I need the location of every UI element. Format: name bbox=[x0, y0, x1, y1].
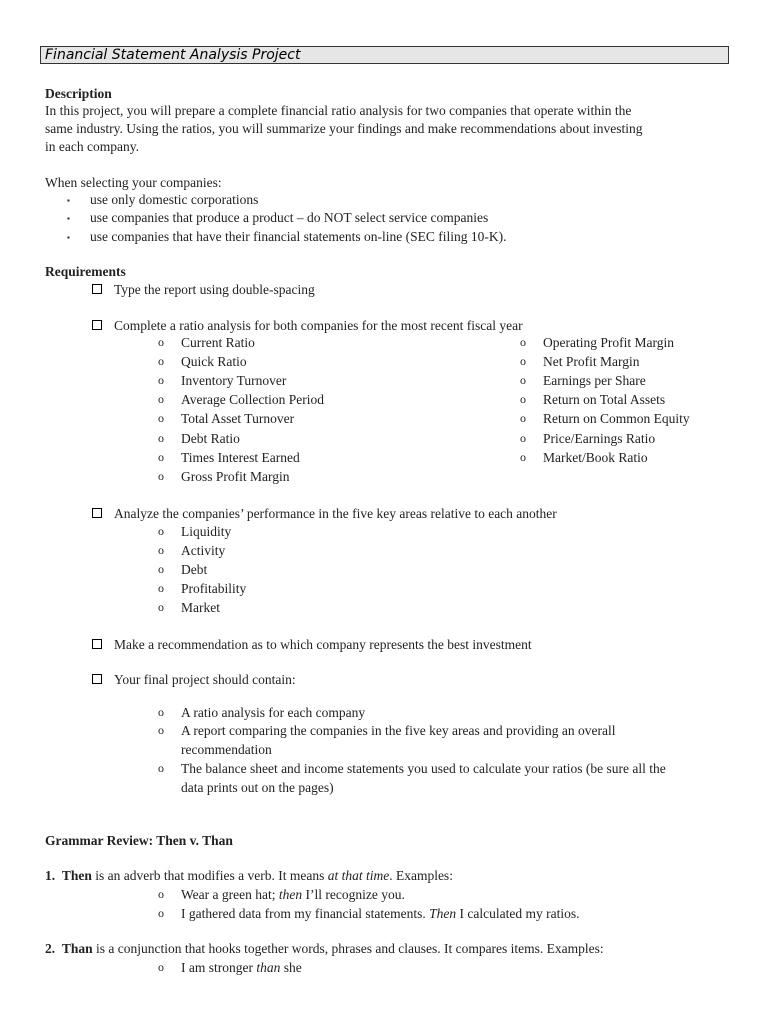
text: I gathered data from my financial statements. bbox=[181, 906, 430, 921]
document-title: Financial Statement Analysis Project bbox=[40, 46, 729, 64]
selecting-intro: When selecting your companies: bbox=[45, 175, 222, 190]
ratio-item: Current Ratio bbox=[181, 335, 255, 350]
example-than-1 bbox=[181, 959, 302, 976]
grammar-heading: Grammar Review: Then v. Than bbox=[45, 833, 233, 848]
ratio-item: Earnings per Share bbox=[543, 373, 646, 389]
sub-bullet-icon: o bbox=[520, 411, 526, 426]
sub-bullet-icon: o bbox=[158, 761, 164, 775]
contents-item: The balance sheet and income statements you used to calculate your ratios (be sure all the bbox=[181, 761, 666, 776]
sub-bullet-icon: o bbox=[158, 705, 164, 719]
contents-item: data prints out on the pages) bbox=[181, 780, 334, 795]
keyword: Then bbox=[61, 868, 92, 883]
ratio-item: Return on Common Equity bbox=[543, 411, 690, 427]
sub-bullet-icon: o bbox=[520, 354, 526, 369]
requirement-item: Analyze the companies’ performance in the five key areas relative to each another bbox=[114, 506, 557, 521]
description-line: in each company. bbox=[45, 139, 139, 154]
ratio-item: Inventory Turnover bbox=[181, 373, 287, 389]
description-line: In this project, you will prepare a complete financial ratio analysis for two companies that operate within the bbox=[45, 103, 632, 118]
checkbox-icon bbox=[92, 508, 102, 518]
ratio-item: Times Interest Earned bbox=[181, 449, 300, 465]
grammar-paragraph-then bbox=[45, 867, 453, 884]
sub-bullet-icon: o bbox=[158, 354, 164, 369]
key-area-item: Debt bbox=[181, 562, 208, 578]
ratio-item: Net Profit Margin bbox=[543, 354, 640, 370]
bullet-icon: ▪ bbox=[67, 233, 70, 242]
key-area-item: Activity bbox=[181, 543, 226, 559]
italic-text: then bbox=[278, 887, 303, 902]
ratio-item: Total Asset Turnover bbox=[181, 411, 295, 427]
ratio-item: Debt Ratio bbox=[181, 430, 240, 446]
keyword: Than bbox=[61, 941, 93, 956]
sub-bullet-icon: o bbox=[158, 600, 164, 615]
paragraph-number: 2. bbox=[45, 941, 56, 956]
ratio-item: Price/Earnings Ratio bbox=[543, 430, 656, 446]
checkbox-icon bbox=[92, 674, 102, 684]
text: is an adverb that modifies a verb. It means bbox=[91, 868, 328, 883]
bullet-icon: ▪ bbox=[67, 196, 70, 205]
sub-bullet-icon: o bbox=[520, 335, 526, 349]
sub-bullet-icon: o bbox=[158, 723, 164, 737]
requirement-item: Make a recommendation as to which company represents the best investment bbox=[114, 637, 532, 652]
example-then-2 bbox=[181, 905, 579, 922]
text: I’ll recognize you. bbox=[302, 887, 405, 902]
example-then-1 bbox=[181, 886, 405, 903]
text: . Examples: bbox=[389, 868, 453, 883]
requirement-item: Type the report using double-spacing bbox=[114, 282, 315, 297]
checkbox-icon bbox=[92, 639, 102, 649]
sub-bullet-icon: o bbox=[158, 543, 164, 558]
text: Wear a green hat; bbox=[181, 887, 279, 902]
contents-item: recommendation bbox=[181, 742, 272, 757]
text: I calculated my ratios. bbox=[456, 906, 580, 921]
ratio-item: Operating Profit Margin bbox=[543, 335, 674, 350]
requirement-item: Complete a ratio analysis for both companies for the most recent fiscal year bbox=[114, 318, 523, 333]
text: is a conjunction that hooks together words, phrases and clauses. It compares items. Examples: bbox=[92, 941, 604, 956]
description-line: same industry. Using the ratios, you will summarize your findings and make recommendations about investing bbox=[45, 121, 643, 136]
key-area-item: Market bbox=[181, 600, 220, 616]
ratio-item: Return on Total Assets bbox=[543, 392, 666, 408]
sub-bullet-icon: o bbox=[158, 430, 164, 445]
description-heading: Description bbox=[45, 86, 112, 101]
key-area-item: Liquidity bbox=[181, 524, 232, 539]
requirements-heading: Requirements bbox=[45, 264, 126, 279]
sub-bullet-icon: o bbox=[158, 562, 164, 577]
ratio-item: Average Collection Period bbox=[181, 392, 324, 408]
paragraph-number: 1. bbox=[45, 868, 56, 883]
ratio-item: Gross Profit Margin bbox=[181, 468, 290, 484]
italic-text: than bbox=[256, 960, 281, 975]
sub-bullet-icon: o bbox=[158, 411, 164, 426]
sub-bullet-icon: o bbox=[158, 524, 164, 538]
checkbox-icon bbox=[92, 284, 102, 294]
sub-bullet-icon: o bbox=[520, 373, 526, 388]
text: she bbox=[280, 960, 302, 975]
sub-bullet-icon: o bbox=[520, 449, 526, 464]
sub-bullet-icon: o bbox=[158, 449, 164, 464]
text: I am stronger bbox=[181, 960, 257, 975]
sub-bullet-icon: o bbox=[158, 906, 164, 920]
key-area-item: Profitability bbox=[181, 581, 247, 597]
contents-item: A ratio analysis for each company bbox=[181, 705, 366, 720]
sub-bullet-icon: o bbox=[520, 392, 526, 407]
sub-bullet-icon: o bbox=[158, 392, 164, 407]
bullet-icon: ▪ bbox=[67, 214, 70, 223]
sub-bullet-icon: o bbox=[158, 960, 164, 974]
sub-bullet-icon: o bbox=[158, 373, 164, 388]
selection-bullet: use companies that produce a product – do NOT select service companies bbox=[90, 210, 489, 225]
ratio-item: Market/Book Ratio bbox=[543, 449, 648, 465]
italic-text: at that time bbox=[327, 868, 390, 883]
checkbox-icon bbox=[92, 320, 102, 330]
sub-bullet-icon: o bbox=[158, 887, 164, 901]
selection-bullet: use only domestic corporations bbox=[90, 192, 259, 207]
contents-item: A report comparing the companies in the five key areas and providing an overall bbox=[181, 723, 616, 738]
requirement-item: Your final project should contain: bbox=[114, 672, 296, 687]
ratio-item: Quick Ratio bbox=[181, 354, 247, 370]
grammar-paragraph-than bbox=[45, 940, 604, 957]
sub-bullet-icon: o bbox=[158, 468, 164, 483]
sub-bullet-icon: o bbox=[158, 581, 164, 596]
italic-text: Then bbox=[429, 906, 457, 921]
selection-bullet: use companies that have their financial statements on-line (SEC filing 10-K). bbox=[90, 229, 507, 244]
sub-bullet-icon: o bbox=[158, 335, 164, 349]
sub-bullet-icon: o bbox=[520, 430, 526, 445]
